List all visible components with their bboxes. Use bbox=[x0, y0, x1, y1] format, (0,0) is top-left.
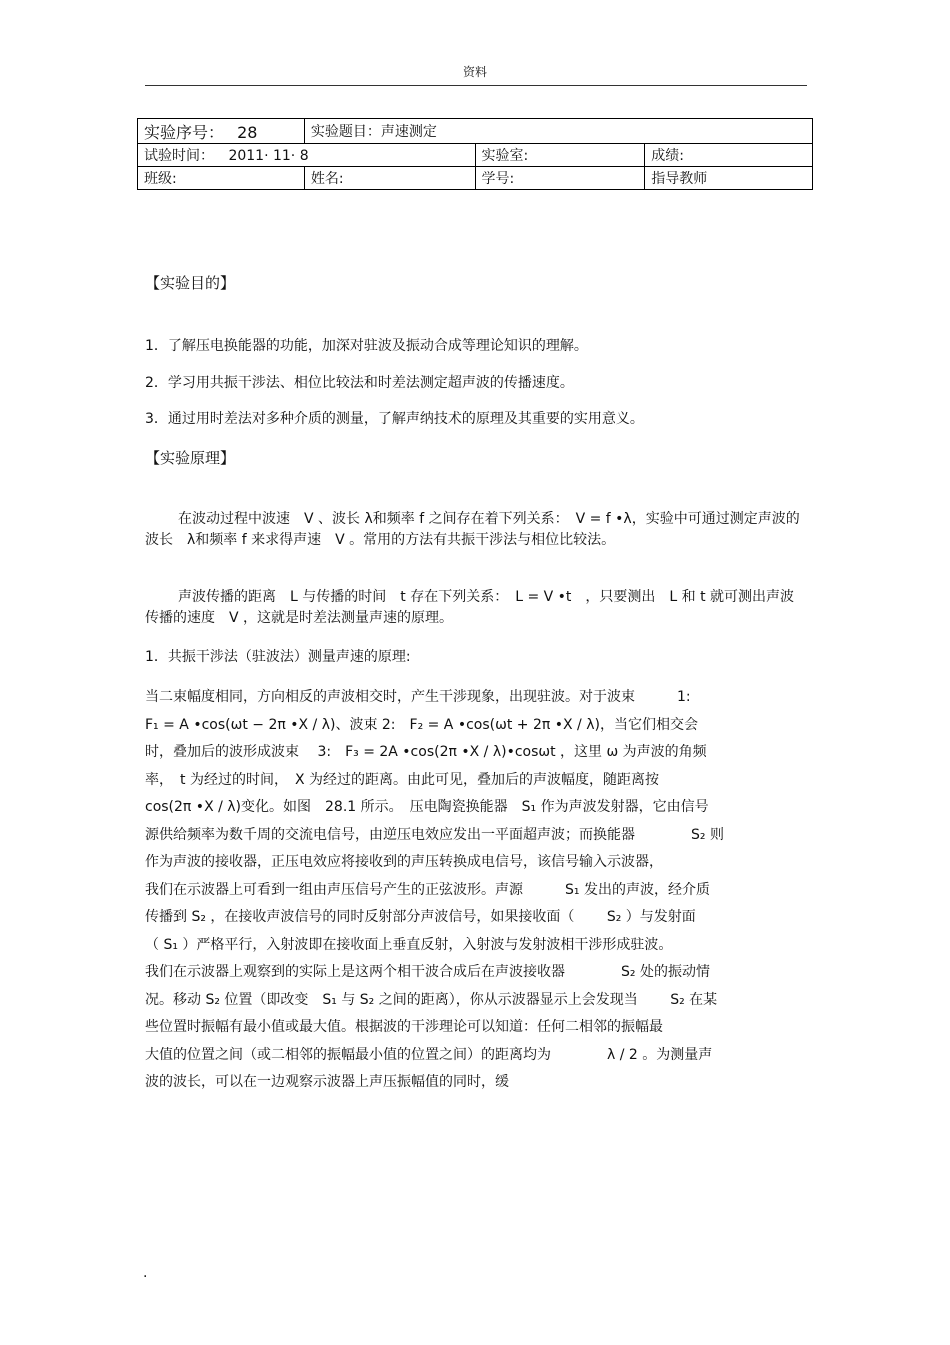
body-line: 大值的位置之间（或二相邻的振幅最小值的位置之间）的距离均为 λ / 2 。为测量声 bbox=[145, 1046, 713, 1063]
teacher-cell bbox=[645, 167, 813, 190]
body-line: 况。移动 S₂ 位置（即改变 S₁ 与 S₂ 之间的距离），你从示波器显示上会发现当 S₂ 在某 bbox=[145, 991, 718, 1008]
body-line: （ S₁ ）严格平行，入射波即在接收面上垂直反射，入射波与发射波相干涉形成驻波。 bbox=[145, 936, 673, 953]
time-value: 2011· 11· 8 bbox=[228, 148, 309, 164]
body-line: 我们在示波器上可看到一组由声压信号产生的正弦波形。声源 S₁ 发出的声波，经介质 bbox=[145, 881, 710, 898]
resonance-subheading: 1．共振干涉法（驻波法）测量声速的原理: bbox=[145, 649, 411, 665]
score-cell bbox=[645, 144, 813, 167]
body-line: 当二束幅度相同，方向相反的声波相交时，产生干涉现象，出现驻波。对于波束 1: bbox=[145, 689, 691, 705]
purpose-item-2: 2．学习用共振干涉法、相位比较法和时差法测定超声波的传播速度。 bbox=[145, 375, 574, 391]
purpose-item-3: 3．通过用时差法对多种介质的测量，了解声纳技术的原理及其重要的实用意义。 bbox=[145, 411, 644, 427]
page-header: 资料 bbox=[462, 65, 487, 79]
class-label: 班级: bbox=[144, 171, 177, 187]
body-line: cos(2π •X / λ)变化。如图 28.1 所示。 压电陶瓷换能器 S₁ 作为声波发射器，它由信号 bbox=[145, 799, 709, 815]
purpose-item-1: 1．了解压电换能器的功能，加深对驻波及振动合成等理论知识的理解。 bbox=[145, 338, 588, 354]
title-label: 实验题目： bbox=[310, 124, 381, 140]
title-value: 声速测定 bbox=[380, 124, 437, 140]
name-label: 姓名: bbox=[310, 171, 344, 187]
header-rule bbox=[145, 85, 807, 86]
seq-label: 实验序号： bbox=[144, 122, 225, 142]
time-label: 试验时间： bbox=[144, 148, 214, 164]
class-cell bbox=[138, 167, 305, 190]
body-line: 我们在示波器上观察到的实际上是这两个相干波合成后在声波接收器 S₂ 处的振动情 bbox=[145, 964, 710, 980]
principle-para-2-text: 声波传播的距离 L 与传播的时间 t 存在下列关系： L = V •t ，只要测出 L 和 t 就可测出声波传播的速度 V ，这就是时差法测量声速的原理。 bbox=[145, 589, 795, 626]
name-cell bbox=[304, 167, 475, 190]
experiment-info-table bbox=[137, 118, 813, 190]
resonance-body bbox=[145, 684, 807, 1097]
time-cell bbox=[138, 144, 476, 167]
body-line: 时，叠加后的波形成波束 3: F₃ = 2A •cos(2π •X / λ)•cosωt ，这里 ω 为声波的角频 bbox=[145, 744, 707, 760]
body-line: 率， t 为经过的时间， X 为经过的距离。由此可见，叠加后的声波幅度，随距离按 bbox=[145, 771, 659, 788]
body-line: 些位置时振幅有最小值或最大值。根据波的干涉理论可以知道：任何二相邻的振幅最 bbox=[145, 1019, 663, 1035]
teacher-label: 指导教师 bbox=[651, 171, 708, 187]
room-label: 实验室: bbox=[481, 148, 529, 164]
principle-paragraph-1 bbox=[145, 509, 805, 551]
body-line: 波的波长，可以在一边观察示波器上声压振幅值的同时，缓 bbox=[145, 1074, 509, 1090]
purpose-heading: 【实验目的】 bbox=[145, 274, 236, 292]
score-label: 成绩: bbox=[651, 148, 684, 164]
body-line: 传播到 S₂ ，在接收声波信号的同时反射部分声波信号，如果接收面（ S₂ ）与发射面 bbox=[145, 909, 696, 925]
body-line: F₁ = A •cos(ωt − 2π •X / λ)、波束 2: F₂ = A •cos(ωt + 2π •X / λ)，当它们相交会 bbox=[145, 716, 698, 733]
body-line: 作为声波的接收器，正压电效应将接收到的声压转换成电信号，该信号输入示波器， bbox=[145, 854, 663, 870]
title-cell bbox=[304, 119, 812, 144]
room-cell bbox=[475, 144, 645, 167]
seq-value: 28 bbox=[237, 122, 258, 142]
body-line: 源供给频率为数千周的交流电信号，由逆压电效应发出一平面超声波；而换能器 S₂ 则 bbox=[145, 826, 724, 843]
principle-paragraph-2 bbox=[145, 587, 805, 629]
id-label: 学号: bbox=[481, 171, 515, 187]
footer-mark: . bbox=[143, 1265, 148, 1281]
principle-heading: 【实验原理】 bbox=[145, 449, 236, 467]
seq-cell bbox=[138, 119, 305, 144]
id-cell bbox=[475, 167, 645, 190]
principle-para-1-text: 在波动过程中波速 V 、波长 λ和频率 f 之间存在着下列关系： V = f •λ，实验中可通过测定声波的波长 λ和频率 f 来求得声速 V 。常用的方法有共振干涉法与相位比较法。 bbox=[145, 511, 800, 548]
